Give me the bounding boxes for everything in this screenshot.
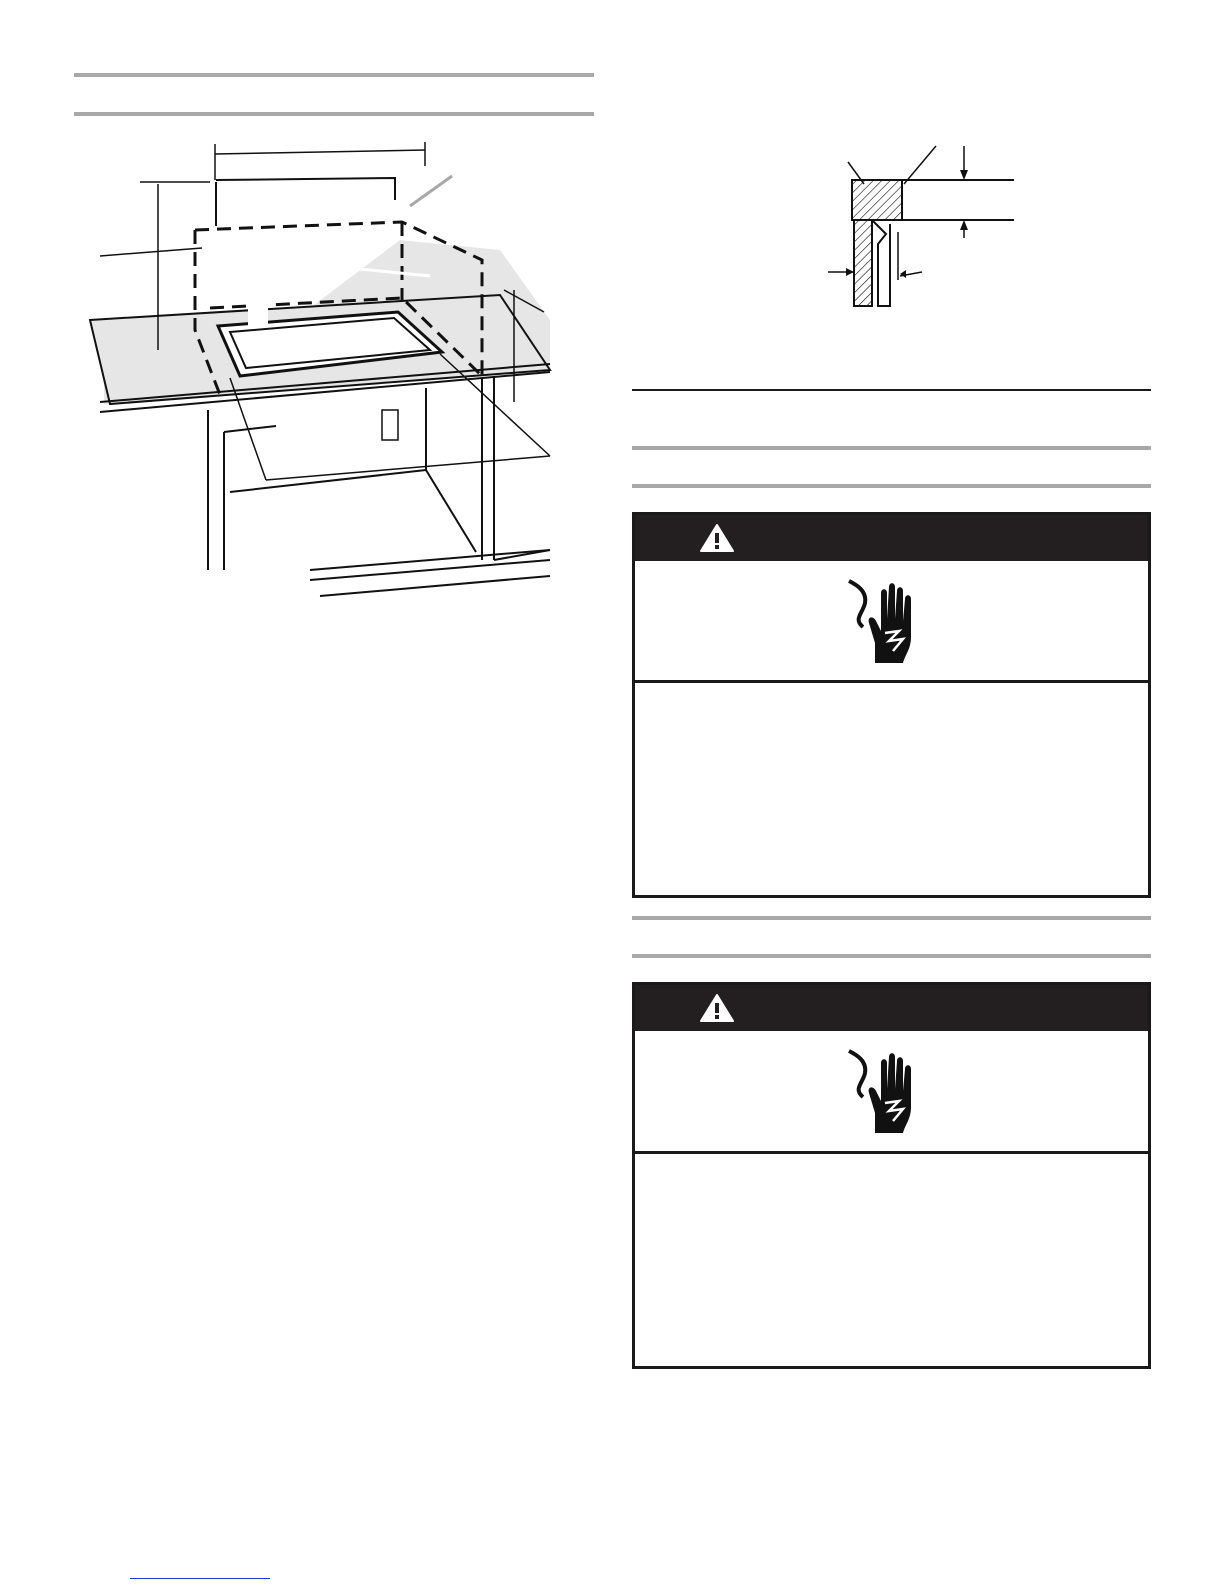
exclamation-triangle-icon: [699, 523, 735, 553]
warning-body: [635, 683, 1148, 895]
junction-box: [382, 410, 398, 440]
warning-icon-row: [635, 1031, 1148, 1154]
cutout-dimensions-figure: [90, 140, 580, 610]
warning-box-2: [632, 982, 1151, 1369]
warning-body: [635, 1154, 1148, 1366]
section-rule-top: [74, 73, 594, 77]
warning-box-1: [632, 512, 1151, 898]
section-rule-top-2: [632, 446, 1151, 450]
section-rule-bottom-2: [632, 484, 1151, 488]
electrical-shock-hand-icon: [841, 1047, 921, 1137]
section-divider: [632, 389, 1151, 391]
section-rule-top-3: [632, 916, 1151, 920]
warning-banner: [635, 515, 1148, 561]
warning-icon-row: [635, 561, 1148, 683]
exclamation-triangle-icon: [699, 993, 735, 1023]
electrical-shock-hand-icon: [841, 577, 921, 667]
section-rule-bottom: [74, 112, 594, 116]
section-rule-bottom-3: [632, 954, 1151, 958]
warning-banner: [635, 985, 1148, 1031]
footer-link-underline[interactable]: [130, 1578, 270, 1579]
countertop-edge-detail-figure: [826, 134, 1026, 314]
